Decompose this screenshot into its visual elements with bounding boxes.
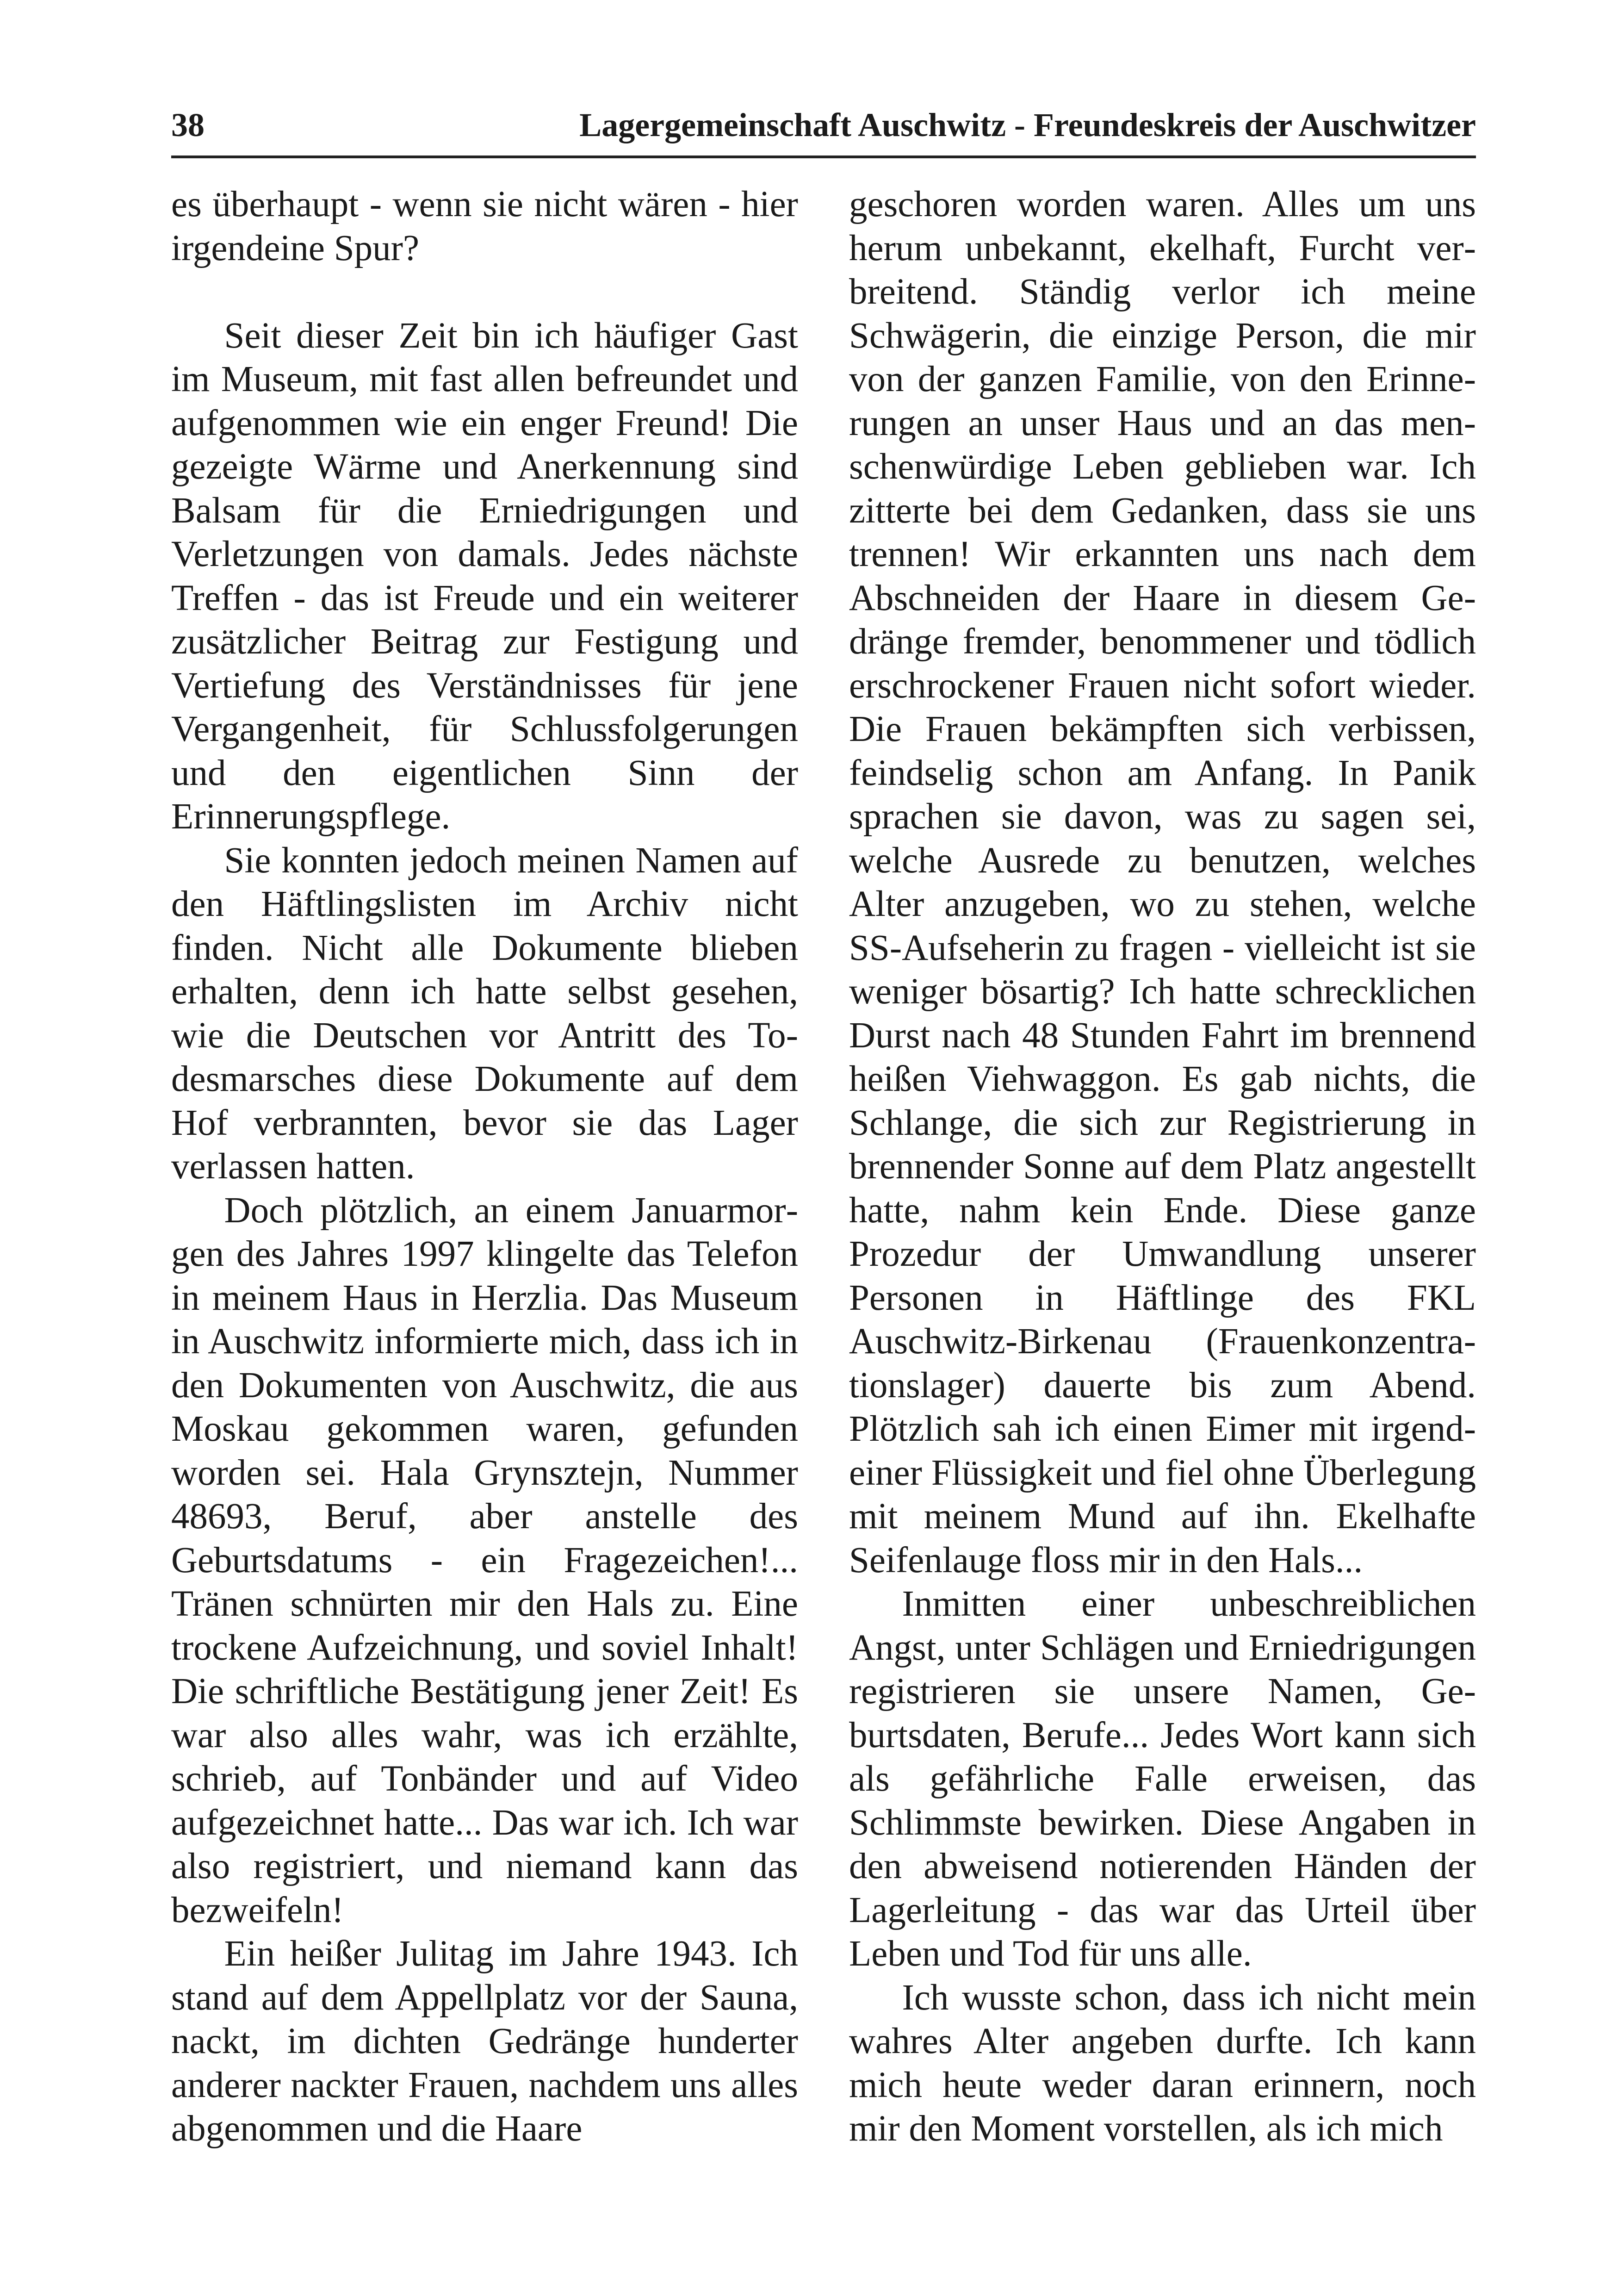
right-column <box>849 183 1476 2238</box>
left-column <box>171 183 798 2238</box>
paragraph: Sie konnten jedoch meinen Namen auf den Häftlingslisten im Archiv nicht finden. Nicht alle Dokumente blieben erhalten, denn ich hatte selbst gesehen, wie die Deutschen vor Antritt des Todesmarsches diese Dokumente auf dem Hof verbrannten, bevor sie das Lager verlassen hatten. <box>171 840 798 1187</box>
running-title: Lagergemeinschaft Auschwitz - Freundeskreis der Auschwitzer <box>579 106 1476 143</box>
paragraph: Seit dieser Zeit bin ich häufiger Gast im Museum, mit fast allen befreundet und aufgenommen wie ein enger Freund! Die gezeigte Wärme und Anerkennung sind Balsam für die Erniedrigungen und Verletzungen von damals. Jedes nächste Treffen - das ist Freude und ein weiterer zusätzlicher Beitrag zur Festigung und Vertiefung des Verständnisses für jene Vergangenheit, für Schlussfolgerungen und den eigentlichen Sinn der Erinnerungspflege. <box>171 315 798 837</box>
header-rule <box>171 156 1476 158</box>
page-number: 38 <box>171 106 205 143</box>
paragraph: geschoren worden waren. Alles um uns herum unbekannt, ekelhaft, Furcht verbreitend. Ständig verlor ich meine Schwägerin, die einzige Person, die mir von der ganzen Familie, von den Erinnerungen an unser Haus und an das menschenwürdige Leben geblieben war. Ich zitterte bei dem Gedanken, dass sie uns trennen! Wir erkannten uns nach dem Abschneiden der Haare in diesem Gedränge fremder, benommener und tödlich erschrockener Frauen nicht sofort wieder. Die Frauen bekämpften sich verbissen, feindselig schon am Anfang. In Panik sprachen sie davon, was zu sagen sei, welche Ausrede zu benutzen, welches Alter anzugeben, wo zu stehen, welche SS-Aufseherin zu fragen - vielleicht ist sie weniger bösartig? Ich hatte schrecklichen Durst nach 48 Stunden Fahrt im brennend heißen Viehwaggon. Es gab nichts, die Schlange, die sich zur Registrierung in brennender Sonne auf dem Platz angestellt hatte, nahm kein Ende. Diese ganze Prozedur der Umwandlung unserer Personen in Häftlinge des FKL Auschwitz-Birkenau (Frauenkonzentrationslager) dauerte bis zum Abend. Plötzlich sah ich einen Eimer mit irgendeiner Flüssigkeit und fiel ohne Überlegung mit meinem Mund auf ihn. Ekelhafte Seifenlauge floss mir in den Hals... <box>849 184 1476 1580</box>
paragraph: Inmitten einer unbeschreiblichen Angst, unter Schlägen und Erniedrigungen registrieren sie unsere Namen, Geburtsdaten, Berufe... Jedes Wort kann sich als gefährliche Falle erweisen, das Schlimmste bewirken. Diese Angaben in den abweisend notierenden Händen der Lagerleitung - das war das Urteil über Leben und Tod für uns alle. <box>849 1584 1476 1974</box>
paragraph: Ein heißer Julitag im Jahre 1943. Ich stand auf dem Appellplatz vor der Sauna, nackt, im dichten Gedränge hunderter anderer nackter Frauen, nachdem uns alles abgenommen und die Haare <box>171 1934 798 2149</box>
paragraph: Doch plötzlich, an einem Januarmorgen des Jahres 1997 klingelte das Telefon in meinem Haus in Herzlia. Das Museum in Auschwitz informierte mich, dass ich in den Dokumenten von Auschwitz, die aus Moskau gekommen waren, gefunden worden sei. Hala Grynsztejn, Nummer 48693, Beruf, aber anstelle des Geburtsdatums - ein Fragezeichen!... Tränen schnürten mir den Hals zu. Eine trockene Aufzeichnung, und soviel Inhalt! Die schriftliche Bestätigung jener Zeit! Es war also alles wahr, was ich erzählte, schrieb, auf Tonbänder und auf Video aufgezeichnet hatte... Das war ich. Ich war also registriert, und niemand kann das bezweifeln! <box>171 1190 798 1930</box>
paragraph: Ich wusste schon, dass ich nicht mein wahres Alter angeben durfte. Ich kann mich heute weder daran erinnern, noch mir den Moment vorstellen, als ich mich <box>849 1977 1476 2149</box>
paragraph: es überhaupt - wenn sie nicht wären - hier irgendeine Spur? <box>171 184 798 268</box>
page-header <box>171 95 1476 155</box>
